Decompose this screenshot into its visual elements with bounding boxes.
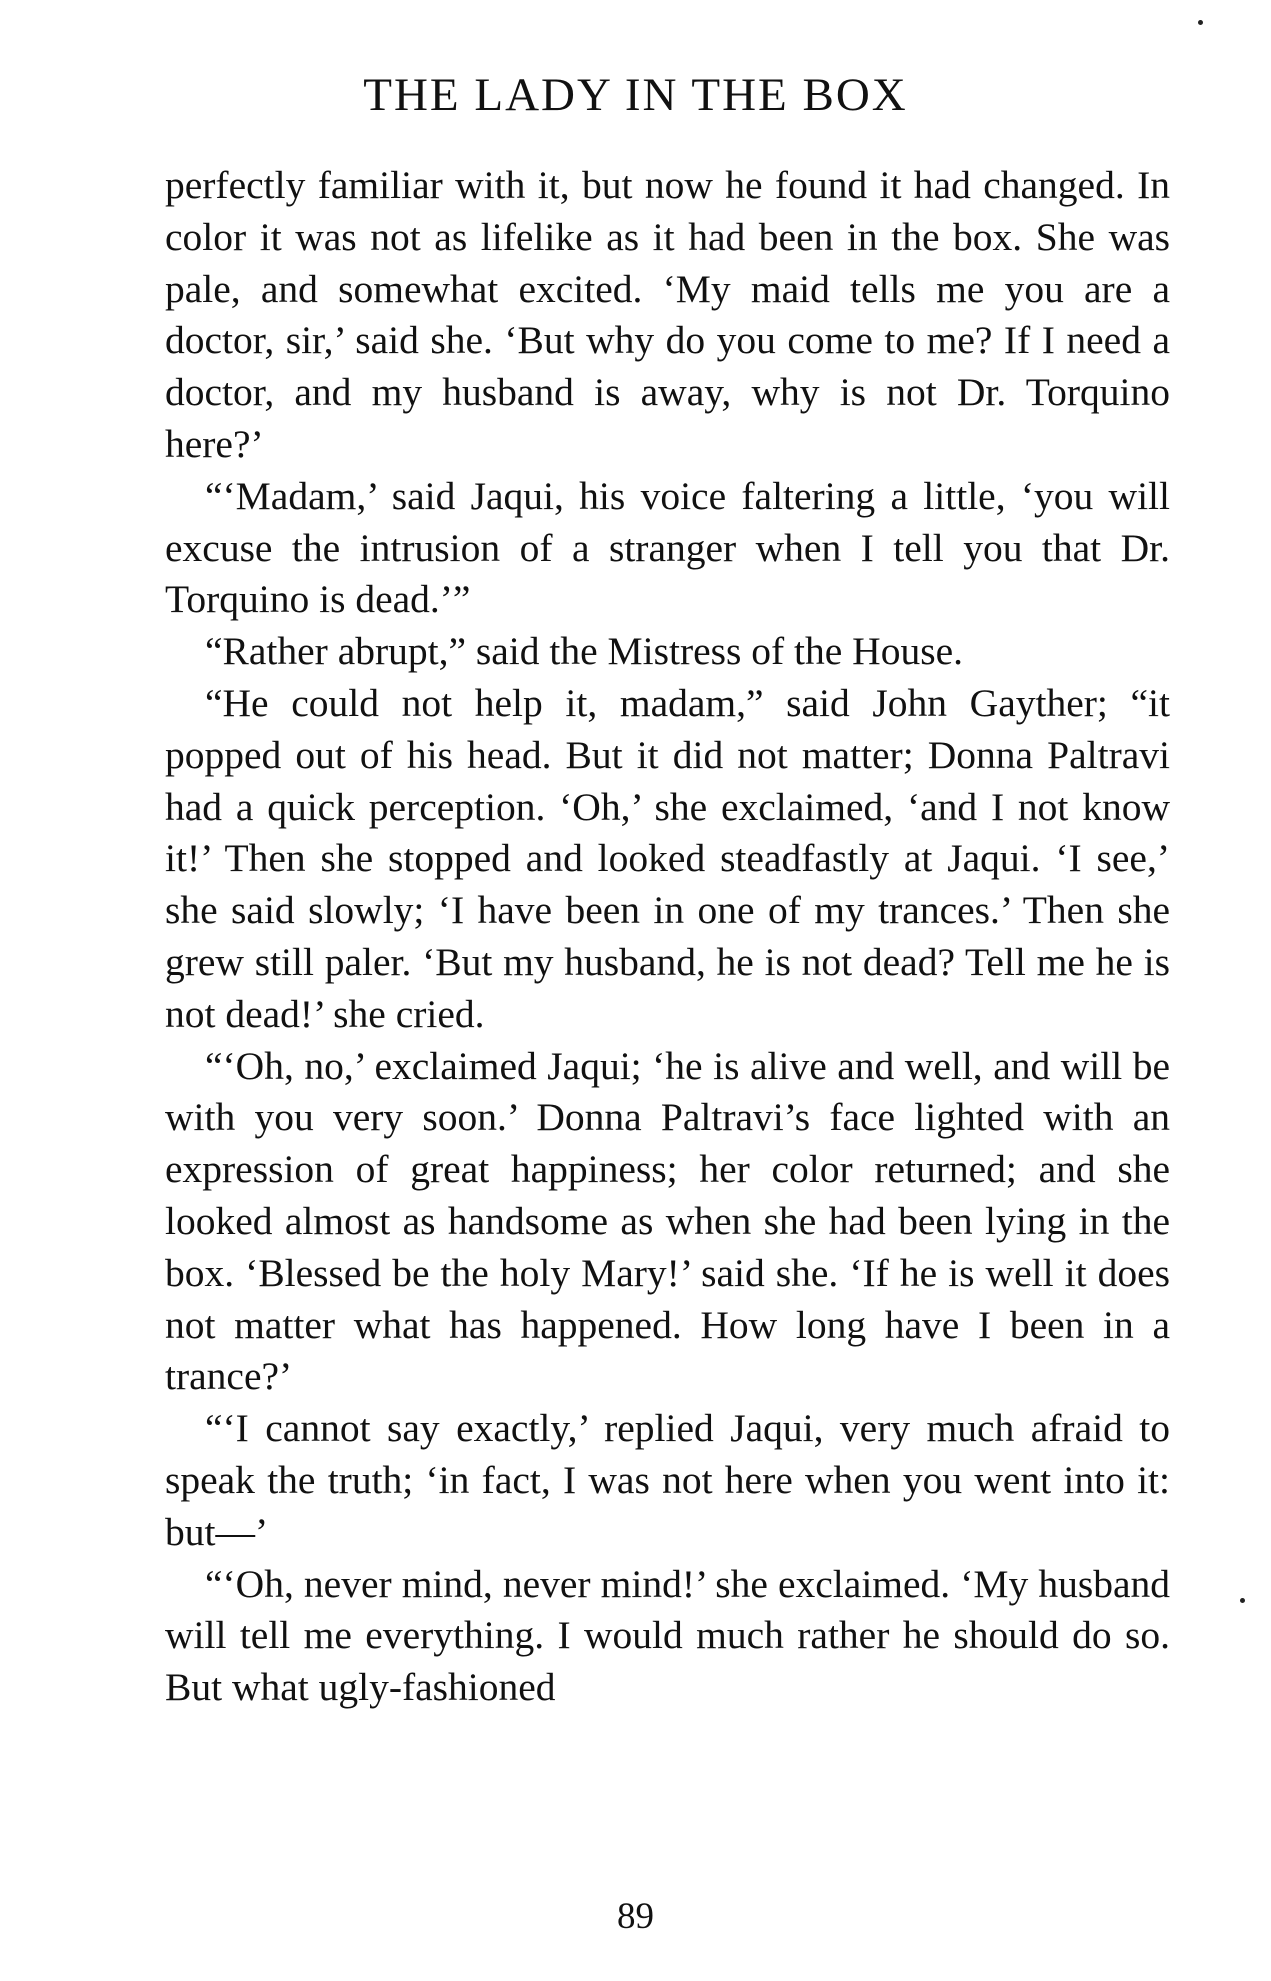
paragraph: “He could not help it, madam,” said John Gayther; “it popped out of his head. But it did not matter; Donna Paltravi had a quick perception. ‘Oh,’ she exclaimed, ‘and I not know it!’ Then she stopped and looked steadfastly at Jaqui. ‘I see,’ she said slowly; ‘I have been in one of my trances.’ Then she grew still paler. ‘But my husband, he is not dead? Tell me he is not dead!’ she cried.	[165, 680, 1170, 1036]
running-head: THE LADY IN THE BOX	[363, 69, 908, 121]
paragraph: “Rather abrupt,” said the Mistress of the House.	[205, 629, 963, 674]
page-number: 89	[617, 1896, 654, 1937]
paragraph: “‘Oh, never mind, never mind!’ she exclaimed. ‘My husband will tell me everything. I would much rather he should do so. But what ugly-fashioned	[165, 1561, 1170, 1710]
paragraph: “‘Madam,’ said Jaqui, his voice faltering a little, ‘you will excuse the intrusion of a stranger when I tell you that Dr. Torquino is dead.’”	[165, 473, 1170, 622]
print-speck	[1198, 20, 1203, 25]
body-text	[165, 160, 1170, 1714]
paragraph: perfectly familiar with it, but now he found it had changed. In color it was not as lifelike as it had been in the box. She was pale, and somewhat excited. ‘My maid tells me you are a doctor, sir,’ said she. ‘But why do you come to me? If I need a doctor, and my husband is away, why is not Dr. Torquino here?’	[165, 163, 1170, 466]
print-speck	[1240, 1598, 1245, 1603]
paragraph: “‘Oh, no,’ exclaimed Jaqui; ‘he is alive and well, and will be with you very soon.’ Donna Paltravi’s face lighted with an expression of great happiness; her color returned; and she looked almost as handsome as when she had been lying in the box. ‘Blessed be the holy Mary!’ said she. ‘If he is well it does not matter what has happened. How long have I been in a trance?’	[165, 1043, 1170, 1399]
paragraph: “‘I cannot say exactly,’ replied Jaqui, very much afraid to speak the truth; ‘in fact, I was not here when you went into it: but—’	[165, 1406, 1170, 1554]
